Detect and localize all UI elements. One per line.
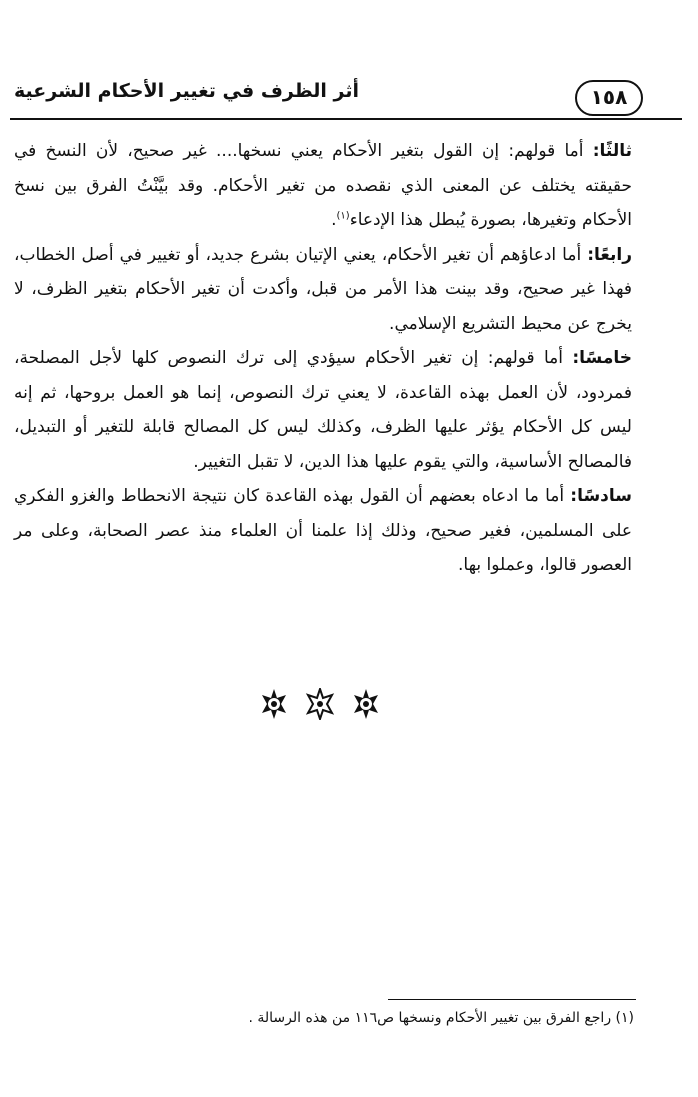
paragraph-text: أما ما ادعاه بعضهم أن القول بهذه القاعدة كان نتيجة الانحطاط والغزو الفكري على المسلمين، فغير صحيح، وذلك إذا علمنا أن العلماء منذ عصر الصحابة، وعلى مر العصور قالوا، وعملوا بها. [14, 486, 632, 575]
flower-star-icon [258, 688, 290, 720]
footnote [190, 1010, 634, 1026]
page-header [0, 72, 698, 124]
header-divider [10, 118, 682, 120]
section-end-ornaments [258, 684, 382, 724]
paragraph-sadisan [14, 479, 632, 583]
paragraph-text: أما قولهم: إن القول بتغير الأحكام يعني نسخها.... غير صحيح، لأن النسخ في حقيقته يختلف عن المعنى الذي نقصده من تغير الأحكام. وقد بيَّنْتُ الفرق بين نسخ الأحكام وتغيرها، بصورة يُبطل هذا الإدعاء [14, 141, 632, 230]
footnote-reference: (١) [336, 210, 350, 222]
footnote-number: (١) [615, 1010, 634, 1026]
paragraph-text: أما ادعاؤهم أن تغير الأحكام، يعني الإتيان بشرع جديد، أو تغيير في أصل الخطاب، فهذا غير صحيح، وقد بينت هذا الأمر من قبل، وأكدت أن تغير الأحكام بتغير الظرف، لا يخرج عن محيط التشريع الإسلامي. [14, 244, 632, 334]
body-text [14, 134, 632, 583]
paragraph-lead: ثالثًا: [592, 141, 632, 161]
page-number-badge: ١٥٨ [575, 80, 643, 116]
paragraph-tail: . [331, 210, 337, 230]
flower-star-icon [350, 688, 382, 720]
paragraph-lead: خامسًا: [572, 348, 632, 368]
paragraph-lead: سادسًا: [570, 486, 632, 506]
paragraph-rabian [14, 238, 632, 342]
paragraph-thalithan [14, 134, 632, 238]
paragraph-khamisan [14, 341, 632, 479]
footnote-text: راجع الفرق بين تغيير الأحكام ونسخها ص١١٦ من هذه الرسالة . [248, 1010, 612, 1026]
paragraph-lead: رابعًا: [587, 244, 632, 265]
flower-outline-icon [304, 688, 336, 720]
running-title: أثر الظرف في تغيير الأحكام الشرعية [14, 80, 359, 102]
paragraph-text: أما قولهم: إن تغير الأحكام سيؤدي إلى ترك النصوص كلها لأجل المصلحة، فمردود، لأن العمل بهذه القاعدة، لا يعني ترك النصوص، إنما هو العمل بروحها، ثم إنه ليس كل الأحكام يؤثر عليها الظرف، وكذلك ليس كل المصالح قابلة للتغير أو التبديل، فالمصالح الأساسية، والتي يقوم عليها هذا الدين، لا تقبل التغيير. [14, 348, 632, 472]
footnote-divider [388, 999, 636, 1000]
